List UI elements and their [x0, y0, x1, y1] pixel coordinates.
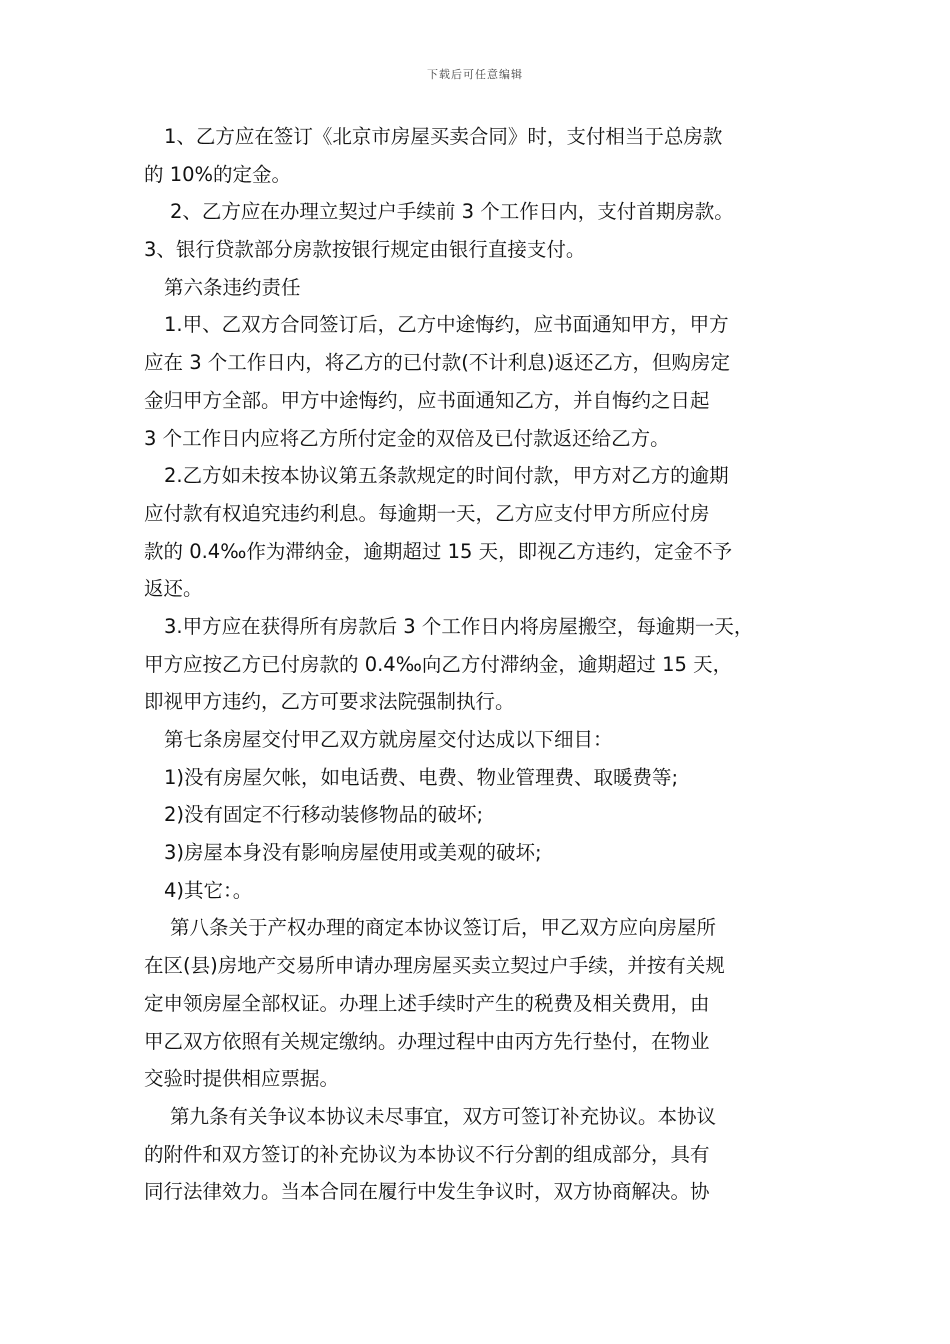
text-line: 2)没有固定不行移动装修物品的破坏;: [164, 803, 484, 827]
text-line: 交验时提供相应票据。: [144, 1067, 340, 1091]
text-line: 同行法律效力。当本合同在履行中发生争议时，双方协商解决。协: [144, 1180, 710, 1204]
text-line: 在区(县)房地产交易所申请办理房屋买卖立契过户手续，并按有关规: [144, 954, 725, 978]
text-line: 第七条房屋交付甲乙双方就房屋交付达成以下细目：: [164, 728, 613, 751]
text-line: 甲方应按乙方已付房款的 0.4‰向乙方付滞纳金，逾期超过 15 天，: [144, 652, 733, 676]
text-line: 3、银行贷款部分房款按银行规定由银行直接支付。: [144, 238, 586, 262]
text-line: 1)没有房屋欠帐，如电话费、电费、物业管理费、取暖费等;: [164, 765, 679, 789]
text-line: 定申领房屋全部权证。办理上述手续时产生的税费及相关费用，由: [144, 991, 710, 1015]
text-line: 返还。: [144, 577, 203, 601]
text-line: 第六条违约责任: [164, 275, 301, 299]
text-line: 3.甲方应在获得所有房款后 3 个工作日内将房屋搬空，每逾期一天，: [164, 614, 754, 638]
text-line: 3)房屋本身没有影响房屋使用或美观的破坏;: [164, 841, 542, 865]
text-line: 2、乙方应在办理立契过户手续前 3 个工作日内，支付首期房款。: [170, 200, 734, 224]
text-line: 4)其它：。: [164, 878, 253, 902]
text-line: 第九条有关争议本协议未尽事宜，双方可签订补充协议。本协议: [170, 1104, 717, 1128]
text-line: 3 个工作日内应将乙方所付定金的双倍及已付款返还给乙方。: [144, 426, 670, 450]
text-line: 的附件和双方签订的补充协议为本协议不行分割的组成部分，具有: [144, 1142, 710, 1166]
page-header: 下载后可任意编辑: [427, 68, 523, 81]
text-line: 2.乙方如未按本协议第五条款规定的时间付款，甲方对乙方的逾期: [164, 464, 729, 488]
text-line: 应在 3 个工作日内，将乙方的已付款(不计利息)返还乙方，但购房定: [144, 351, 731, 375]
text-line: 1.甲、乙双方合同签订后，乙方中途悔约，应书面通知甲方，甲方: [164, 313, 729, 337]
text-line: 款的 0.4‰作为滞纳金，逾期超过 15 天，即视乙方违约，定金不予: [144, 539, 733, 563]
text-line: 的 10%的定金。: [144, 162, 292, 186]
text-line: 第八条关于产权办理的商定本协议签订后，甲乙双方应向房屋所: [170, 916, 717, 940]
text-line: 即视甲方违约，乙方可要求法院强制执行。: [144, 690, 515, 714]
text-line: 甲乙双方依照有关规定缴纳。办理过程中由丙方先行垫付，在物业: [144, 1029, 710, 1053]
text-line: 1、乙方应在签订《北京市房屋买卖合同》时，支付相当于总房款: [164, 125, 723, 148]
text-line: 应付款有权追究违约利息。每逾期一天，乙方应支付甲方所应付房: [144, 501, 710, 525]
text-line: 金归甲方全部。甲方中途悔约，应书面通知乙方，并自悔约之日起: [144, 388, 710, 412]
document-body: [144, 118, 820, 1211]
